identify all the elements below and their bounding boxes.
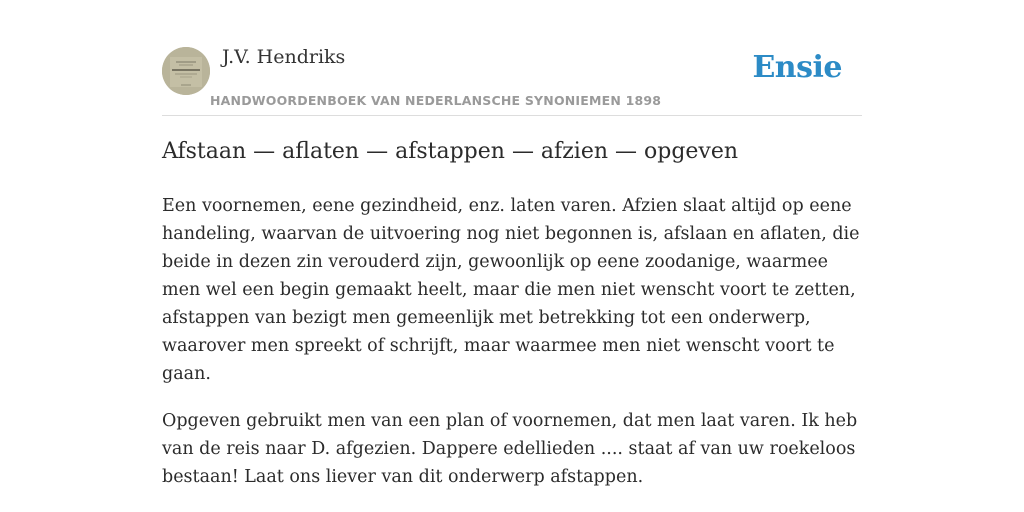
source-title[interactable]: HANDWOORDENBOEK VAN NEDERLANSCHE SYNONIEMEN 1898 (210, 93, 662, 108)
entry-body (162, 192, 862, 510)
entry-title: Afstaan — aflaten — afstappen — afzien — opgeven (162, 139, 739, 164)
entry-paragraph: Een voornemen, eene gezindheid, enz. laten varen. Afzien slaat altijd op eene handeling, waarvan de uitvoering nog niet begonnen is, afslaan en aflaten, die beide in dezen zin verouderd zijn, gewoonlijk op eene zoodanige, waarmee men wel een begin gemaakt heelt, maar die men niet wenscht voort te zetten, afstappen van bezigt men gemeenlijk met betrekking tot een onderwerp, waarover men spreekt of schrijft, maar waarmee men niet wenscht voort te gaan. (162, 196, 860, 384)
entry-header (162, 0, 862, 116)
brand-logo[interactable]: Ensie (752, 50, 842, 85)
entry-paragraph: Opgeven gebruikt men van een plan of voornemen, dat men laat varen. Ik heb van de reis naar D. afgezien. Dappere edellieden .... staat af van uw roekeloos bestaan! Laat ons liever van dit onderwerp afstappen. (162, 411, 858, 487)
book-cover-icon[interactable] (162, 47, 210, 95)
author-name[interactable]: J.V. Hendriks (222, 46, 346, 68)
book-cover-image (162, 47, 210, 95)
entry-page (162, 0, 862, 512)
